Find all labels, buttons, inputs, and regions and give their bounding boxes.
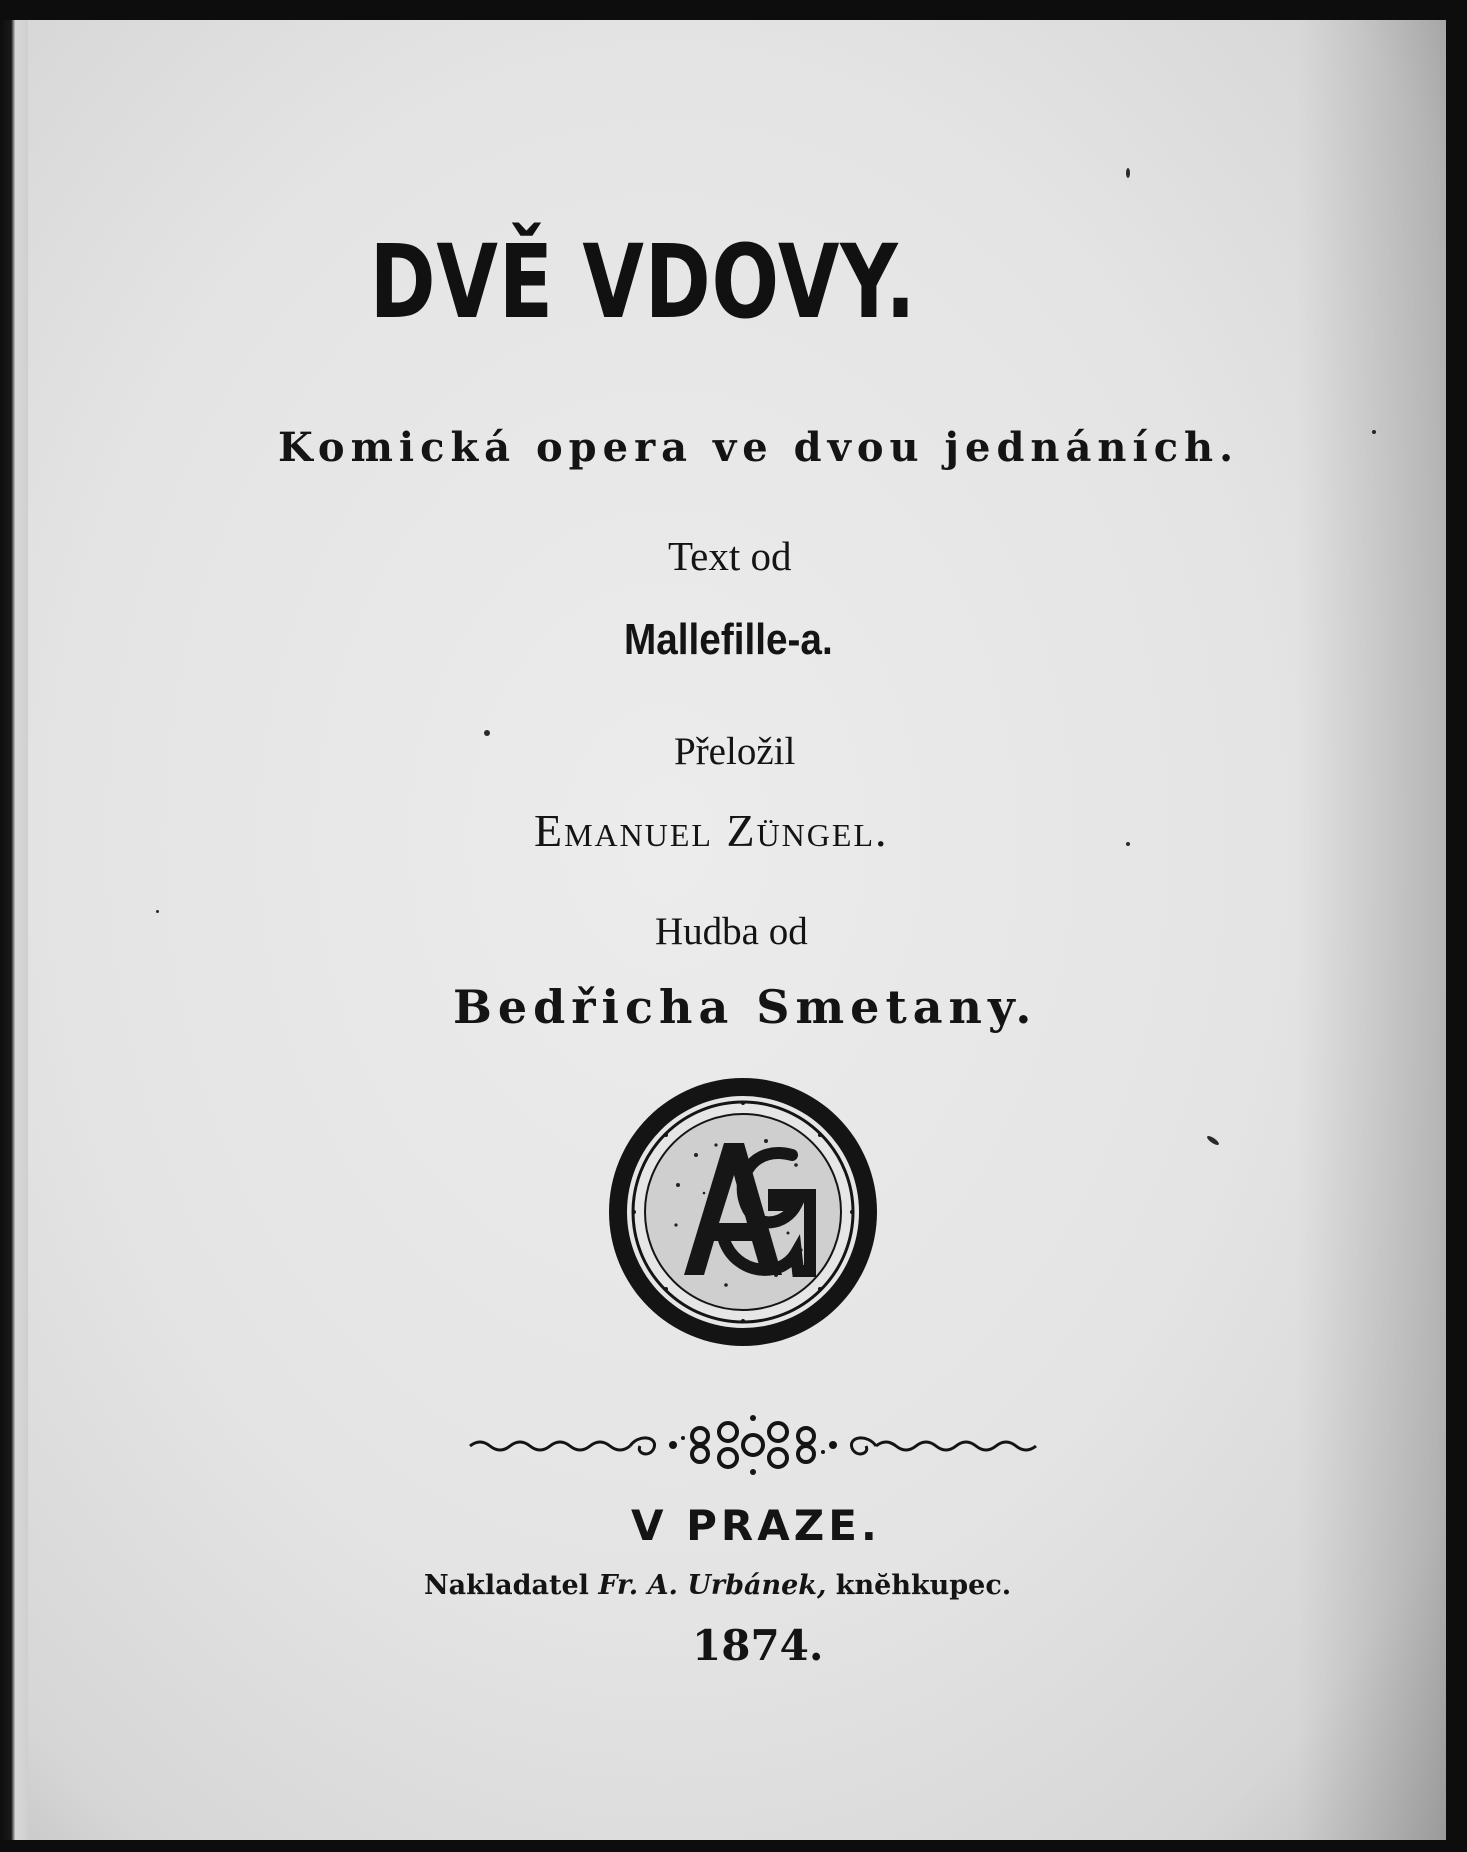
ink-speck bbox=[1126, 842, 1130, 846]
publisher-line bbox=[424, 1572, 1124, 1599]
book-subtitle: Komická opera ve dvou jednáních. bbox=[278, 424, 1240, 471]
decorative-flourish-divider-icon bbox=[468, 1410, 1038, 1480]
ink-speck bbox=[484, 730, 490, 736]
book-title: DVĚ VDOVY. bbox=[369, 223, 917, 342]
publisher-suffix: knĕhkupec. bbox=[835, 1570, 1012, 1601]
ink-speck bbox=[1372, 430, 1376, 434]
music-by-label: Hudba od bbox=[655, 910, 808, 953]
publisher-monogram-emblem-icon bbox=[606, 1075, 880, 1349]
translator-name: Emanuel Züngel. bbox=[534, 805, 889, 856]
publication-year: 1874. bbox=[692, 1621, 824, 1670]
composer-name: Bedřicha Smetany. bbox=[453, 980, 1038, 1034]
ink-speck bbox=[1126, 168, 1130, 178]
text-by-label: Text od bbox=[668, 533, 792, 579]
ink-speck bbox=[1206, 1134, 1220, 1146]
translated-by-label: Přeložil bbox=[674, 730, 796, 773]
publication-place: V PRAZE. bbox=[631, 1501, 881, 1550]
title-page bbox=[28, 20, 1446, 1840]
page-left-edge bbox=[0, 20, 28, 1840]
ink-speck bbox=[156, 910, 159, 913]
publisher-name: Fr. A. Urbánek, bbox=[598, 1570, 827, 1601]
publisher-prefix: Nakladatel bbox=[424, 1570, 589, 1601]
text-author: Mallefille-a. bbox=[624, 615, 833, 664]
